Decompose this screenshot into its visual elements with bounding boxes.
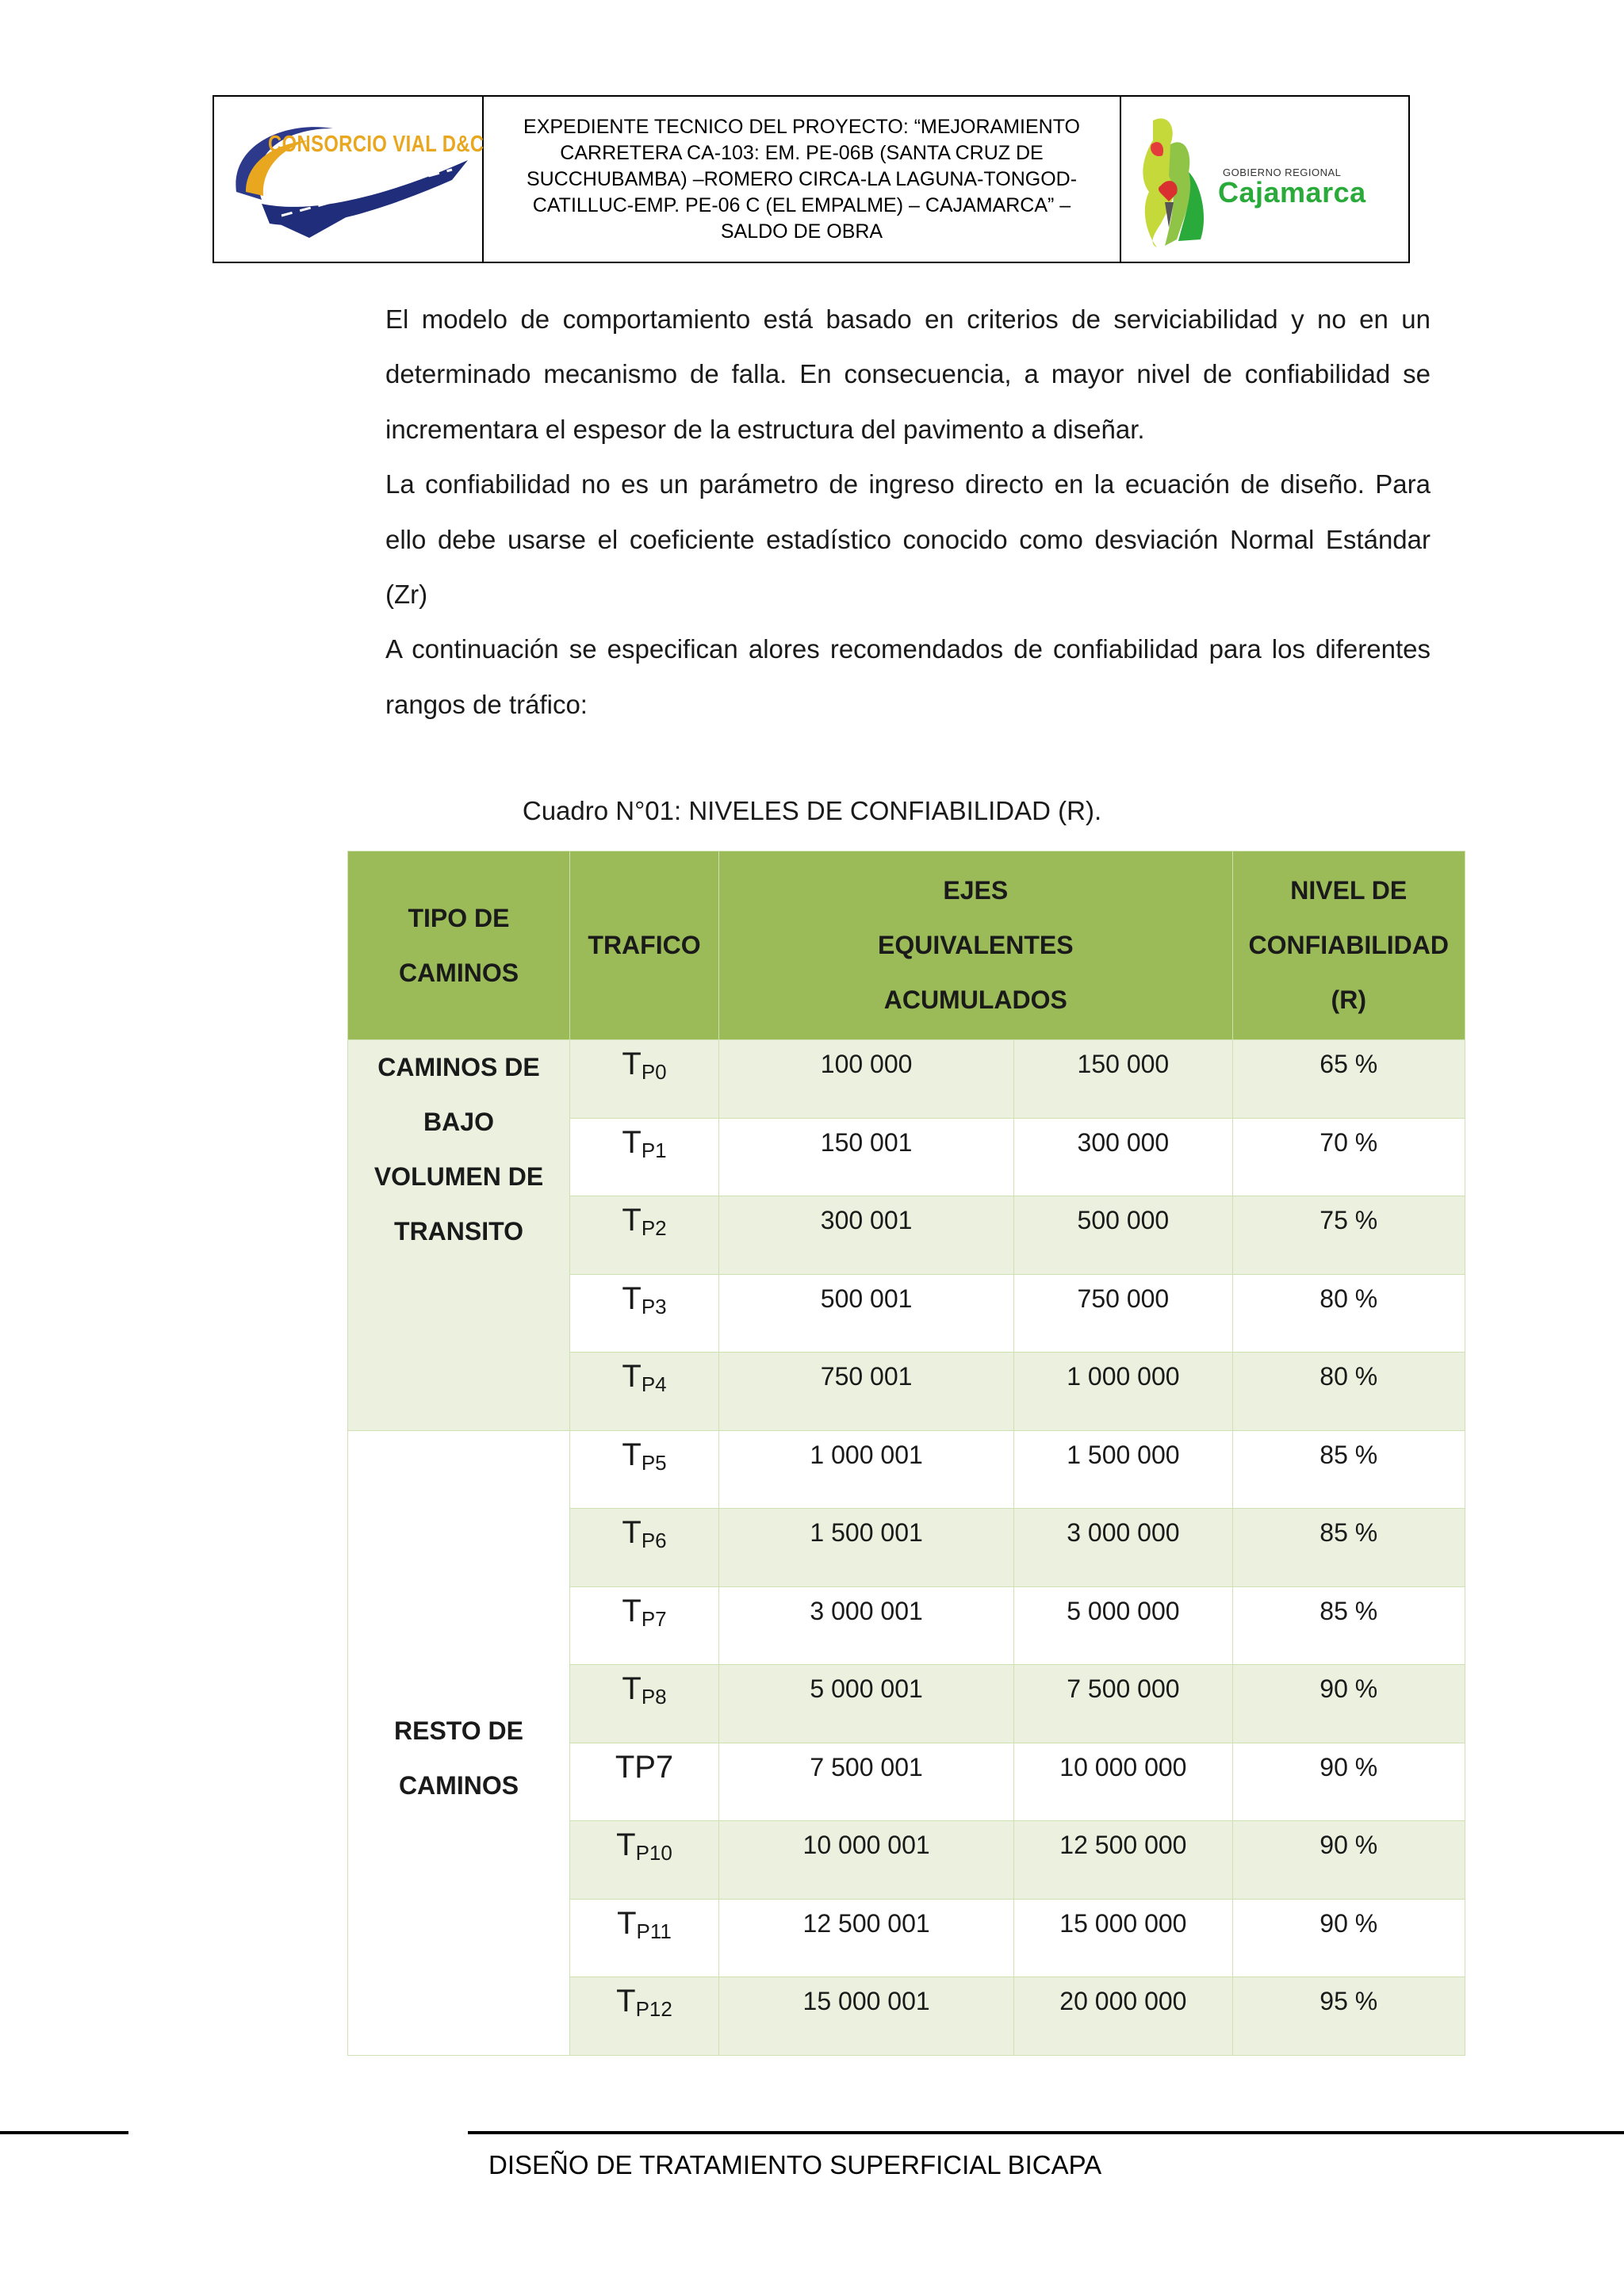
ejes-from: 10 000 001 — [719, 1821, 1014, 1900]
ejes-from: 500 001 — [719, 1274, 1014, 1353]
trafico-code — [570, 1821, 719, 1900]
ejes-to: 15 000 000 — [1014, 1899, 1232, 1977]
trafico-code — [570, 1899, 719, 1977]
trafico-code-subscript: P3 — [641, 1294, 667, 1318]
header-nivel-confiabilidad: NIVEL DE CONFIABILIDAD (R) — [1232, 851, 1465, 1040]
ejes-from: 300 001 — [719, 1196, 1014, 1275]
trafico-code — [570, 1586, 719, 1665]
ejes-from: 5 000 001 — [719, 1665, 1014, 1743]
nivel-confiabilidad: 90 % — [1232, 1665, 1465, 1743]
trafico-code-subscript: P1 — [641, 1138, 667, 1162]
trafico-code-subscript: P12 — [635, 1997, 672, 2021]
road-swoosh-icon — [214, 97, 484, 263]
ejes-to: 1 000 000 — [1014, 1353, 1232, 1431]
nivel-confiabilidad: 80 % — [1232, 1274, 1465, 1353]
paragraph-2: La confiabilidad no es un parámetro de ingreso directo en la ecuación de diseño. Para ello debe usarse el coeficiente estadístico conocido como desviación Normal Estándar (Zr) — [385, 469, 1431, 610]
trafico-code-base: T — [622, 1280, 642, 1316]
trafico-code — [570, 1196, 719, 1275]
trafico-code-base: T — [617, 1905, 637, 1941]
trafico-code-subscript: P10 — [635, 1841, 672, 1865]
trafico-code — [570, 1977, 719, 2056]
ejes-to: 500 000 — [1014, 1196, 1232, 1275]
ejes-to: 12 500 000 — [1014, 1821, 1232, 1900]
trafico-code — [570, 1040, 719, 1119]
footer-rule-right — [468, 2131, 1624, 2134]
trafico-code-base: TP7 — [615, 1749, 674, 1785]
consorcio-logo — [214, 97, 484, 262]
gobierno-regional-logo — [1121, 97, 1408, 262]
trafico-code-base: T — [622, 1359, 642, 1394]
trafico-code-base: T — [622, 1593, 642, 1628]
group-resto-de-caminos: RESTO DE CAMINOS — [348, 1430, 570, 2055]
group-bajo-volumen: CAMINOS DE BAJO VOLUMEN DE TRANSITO — [348, 1040, 570, 1431]
nivel-confiabilidad: 85 % — [1232, 1509, 1465, 1587]
project-title: EXPEDIENTE TECNICO DEL PROYECTO: “MEJORAMIENTO CARRETERA CA-103: EM. PE-06B (SANTA CRUZ DE SUCCHUBAMBA) –ROMERO CIRCA-LA LAGUNA-TONGOD-CATILLUC-EMP. PE-06 C (EL EMPALME) – CAJAMARCA” – SALDO DE OBRA — [484, 97, 1121, 262]
trafico-code — [570, 1743, 719, 1821]
trafico-code-subscript: P0 — [641, 1060, 667, 1084]
trafico-code-base: T — [616, 1984, 636, 2019]
ejes-to: 5 000 000 — [1014, 1586, 1232, 1665]
header-trafico: TRAFICO — [570, 851, 719, 1040]
header-ejes-equivalentes: EJES EQUIVALENTES ACUMULADOS — [719, 851, 1233, 1040]
trafico-code-base: T — [616, 1827, 636, 1862]
ejes-from: 12 500 001 — [719, 1899, 1014, 1977]
paragraph-3: A continuación se especifican alores recomendados de confiabilidad para los diferentes rangos de tráfico: — [385, 634, 1431, 719]
nivel-confiabilidad: 80 % — [1232, 1353, 1465, 1431]
trafico-code-base: T — [622, 1124, 642, 1160]
trafico-code — [570, 1430, 719, 1509]
trafico-code — [570, 1353, 719, 1431]
ejes-from: 7 500 001 — [719, 1743, 1014, 1821]
nivel-confiabilidad: 90 % — [1232, 1899, 1465, 1977]
trafico-code — [570, 1665, 719, 1743]
ejes-from: 100 000 — [719, 1040, 1014, 1119]
ejes-from: 3 000 001 — [719, 1586, 1014, 1665]
trafico-code-subscript: P6 — [641, 1529, 667, 1552]
table-header-row — [348, 851, 1465, 1040]
trafico-code-subscript: P11 — [636, 1919, 672, 1943]
nivel-confiabilidad: 75 % — [1232, 1196, 1465, 1275]
ejes-to: 150 000 — [1014, 1040, 1232, 1119]
table-caption: Cuadro N°01: NIVELES DE CONFIABILIDAD (R). — [522, 796, 1102, 825]
page-header — [213, 95, 1410, 263]
table-row — [348, 1040, 1465, 1119]
nivel-confiabilidad: 65 % — [1232, 1040, 1465, 1119]
nivel-confiabilidad: 90 % — [1232, 1821, 1465, 1900]
table-row — [348, 1430, 1465, 1509]
trafico-code-base: T — [622, 1437, 642, 1472]
footer-rule-left — [0, 2131, 128, 2134]
trafico-code-subscript: P5 — [641, 1450, 667, 1475]
ejes-to: 3 000 000 — [1014, 1509, 1232, 1587]
trafico-code-base: T — [622, 1515, 642, 1550]
trafico-code — [570, 1118, 719, 1196]
ejes-from: 15 000 001 — [719, 1977, 1014, 2056]
nivel-confiabilidad: 85 % — [1232, 1586, 1465, 1665]
body-text — [385, 292, 1431, 732]
trafico-code-base: T — [622, 1671, 642, 1706]
ejes-from: 150 001 — [719, 1118, 1014, 1196]
confiabilidad-table — [347, 851, 1465, 2056]
paragraph-1: El modelo de comportamiento está basado en criterios de serviciabilidad y no en un determinado mecanismo de falla. En consecuencia, a mayor nivel de confiabilidad se incrementara el espesor de la estructura del pavimento a diseñar. — [385, 304, 1431, 444]
nivel-confiabilidad: 70 % — [1232, 1118, 1465, 1196]
ejes-from: 1 000 001 — [719, 1430, 1014, 1509]
ejes-to: 7 500 000 — [1014, 1665, 1232, 1743]
nivel-confiabilidad: 90 % — [1232, 1743, 1465, 1821]
trafico-code-subscript: P8 — [641, 1685, 667, 1709]
consorcio-logo-text: CONSORCIO VIAL D&C — [268, 132, 485, 157]
trafico-code — [570, 1274, 719, 1353]
ejes-from: 1 500 001 — [719, 1509, 1014, 1587]
trafico-code-base: T — [622, 1203, 642, 1238]
trafico-code-subscript: P2 — [641, 1216, 667, 1240]
nivel-confiabilidad: 95 % — [1232, 1977, 1465, 2056]
nivel-confiabilidad: 85 % — [1232, 1430, 1465, 1509]
ejes-from: 750 001 — [719, 1353, 1014, 1431]
ejes-to: 1 500 000 — [1014, 1430, 1232, 1509]
trafico-code-subscript: P4 — [641, 1372, 667, 1396]
header-tipo-de-caminos: TIPO DE CAMINOS — [348, 851, 570, 1040]
gobierno-regional-label: GOBIERNO REGIONAL — [1223, 166, 1342, 178]
trafico-code-base: T — [622, 1047, 642, 1081]
ejes-to: 20 000 000 — [1014, 1977, 1232, 2056]
footer-title: DISEÑO DE TRATAMIENTO SUPERFICIAL BICAPA — [488, 2150, 1102, 2179]
ejes-to: 750 000 — [1014, 1274, 1232, 1353]
cajamarca-label: Cajamarca — [1218, 176, 1366, 209]
trafico-code-subscript: P7 — [641, 1606, 667, 1631]
trafico-code — [570, 1509, 719, 1587]
ejes-to: 10 000 000 — [1014, 1743, 1232, 1821]
ejes-to: 300 000 — [1014, 1118, 1232, 1196]
